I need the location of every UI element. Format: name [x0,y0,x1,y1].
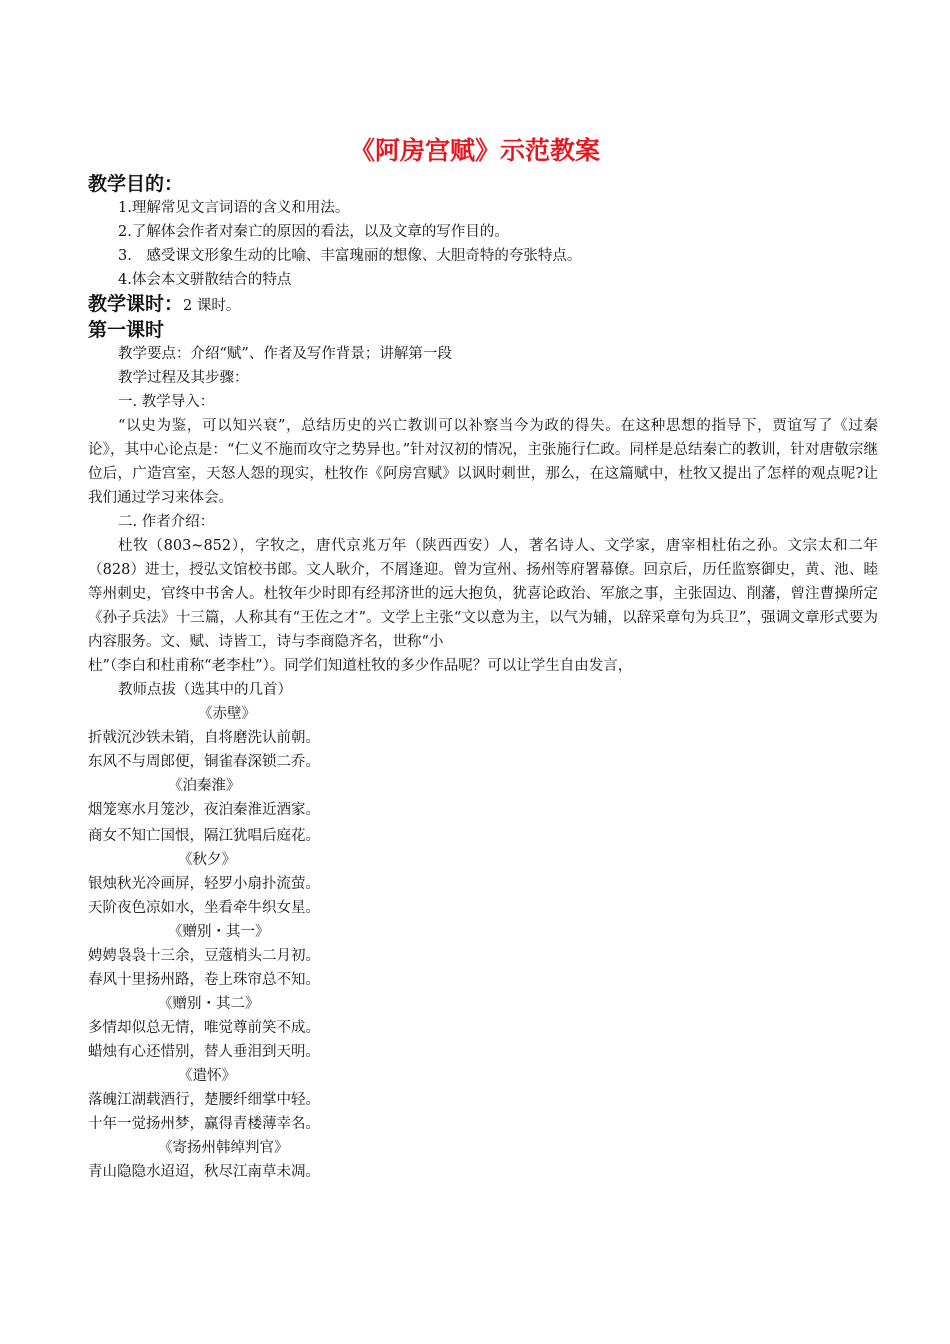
key-points: 教学要点：介绍“赋”、作者及写作背景；讲解第一段 [118,346,452,362]
poem-title: 《赠别・其一》 [168,924,270,940]
document-body [88,172,878,1184]
poem-line: 天阶夜色凉如水，坐看牵牛织女星。 [88,900,320,916]
author-paragraph: 杜牧（803~852），字牧之，唐代京兆万年（陕西西安）人，著名诗人、文学家，唐宰相杜佑之孙。文宗太和二年（828）进士，授弘文馆校书郎。文人耿介，不屑逢迎。曾为宣州、扬州等府署幕僚。回京后，历任监察御史，黄、池、睦等州刺史，官终中书舍人。杜牧年少时即有经邦济世的远大抱负，犹喜论政治、军旅之事，主张固边、削藩，曾注曹操所定《孙子兵法》十三篇，人称其有“王佐之才”。文学上主张“文以意为主，以气为辅，以辞采章句为兵卫”，强调文章形式要为内容服务。文、赋、诗皆工，诗与李商隐齐名，世称“小 [88,538,878,650]
goal-item: 2.了解体会作者对秦亡的原因的看法，以及文章的写作目的。 [118,224,509,240]
goal-item: 4.体会本文骈散结合的特点 [118,272,292,288]
poem-title: 《赤壁》 [198,706,256,722]
intro-heading: 一. 教学导入： [118,394,215,410]
hours-value: 2 课时。 [183,298,241,314]
intro-paragraph: “以史为鉴，可以知兴衰”，总结历史的兴亡教训可以补察当今为政的得失。在这种思想的指导下，贾谊写了《过秦论》，其中心论点是：“仁义不施而攻守之势异也。”针对汉初的情况，主张施行仁政。同样是总结秦亡的教训，针对唐敬宗继位后，广造宫室，天怒人怨的现实，杜牧作《阿房宫赋》以讽时刺世，那么，在这篇赋中，杜牧又提出了怎样的观点呢?让我们通过学习来体会。 [88,418,878,506]
hours-line [88,292,878,318]
goals-heading: 教学目的： [88,173,184,195]
author-heading: 二. 作者介绍： [118,514,215,530]
poem-line: 烟笼寒水月笼沙，夜泊秦淮近酒家。 [88,802,320,818]
poem-line: 落魄江湖载酒行，楚腰纤细掌中轻。 [88,1092,320,1108]
teacher-note: 教师点拔（选其中的几首） [118,682,292,698]
poem-line: 蜡烛有心还惜别，替人垂泪到天明。 [88,1044,320,1060]
poem-line: 娉娉袅袅十三余，豆蔻梢头二月初。 [88,948,320,964]
poem-line: 东风不与周郎便，铜雀春深锁二乔。 [88,754,320,770]
process-heading: 教学过程及其步骤： [118,370,249,386]
poem-title: 《泊秦淮》 [168,778,241,794]
poem-line: 春风十里扬州路，卷上珠帘总不知。 [88,972,320,988]
poem-line: 多情却似总无情，唯觉尊前笑不成。 [88,1020,320,1036]
lesson1-heading: 第一课时 [88,319,165,341]
document-title: 《阿房宫赋》示范教案 [349,136,600,165]
poem-line: 银烛秋光冷画屏，轻罗小扇扑流萤。 [88,876,320,892]
poem-line: 商女不知亡国恨，隔江犹唱后庭花。 [88,828,320,844]
goal-item: 1.理解常见文言词语的含义和用法。 [118,200,350,216]
hours-heading: 教学课时： [88,293,184,315]
poem-line: 青山隐隐水迢迢，秋尽江南草未凋。 [88,1164,320,1180]
poem-title: 《赠别・其二》 [158,996,260,1012]
goal-item: 3. 感受课文形象生动的比喻、丰富瑰丽的想像、大胆奇特的夸张特点。 [118,248,582,264]
poem-line: 折戟沉沙铁未销，自将磨洗认前朝。 [88,730,320,746]
poem-title: 《秋夕》 [178,852,236,868]
poem-line: 十年一觉扬州梦，赢得青楼薄幸名。 [88,1116,320,1132]
author-paragraph-end: 杜”（李白和杜甫称“老李杜”）。同学们知道杜牧的多少作品呢？可以让学生自由发言， [88,658,633,674]
poem-title: 《遣怀》 [178,1068,236,1084]
poem-title: 《寄扬州韩绰判官》 [158,1140,289,1156]
